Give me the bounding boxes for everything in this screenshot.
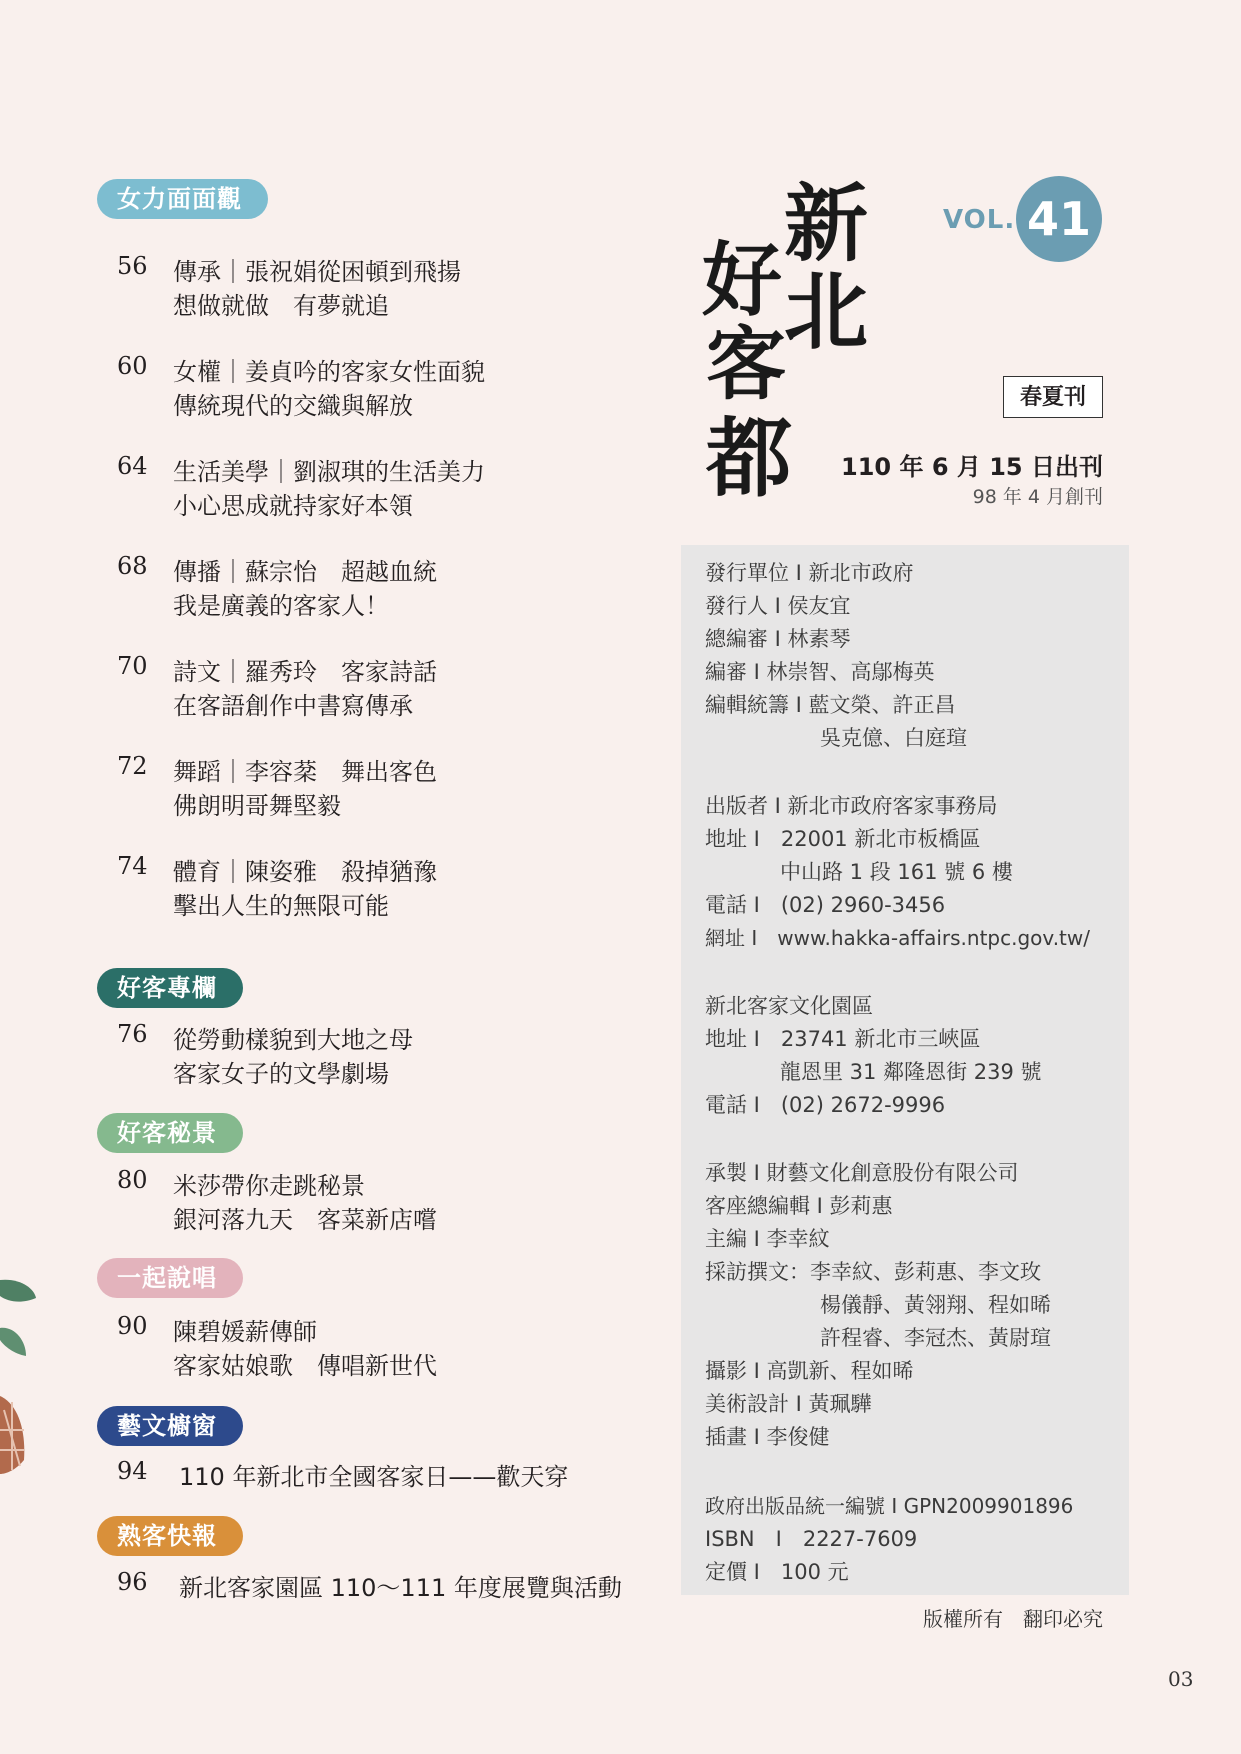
entry-subtitle: 客家女子的文學劇場: [173, 1060, 389, 1088]
entry-subtitle: 傳統現代的交織與解放: [173, 392, 413, 420]
section-pill-women: 女力面面觀: [97, 179, 268, 219]
entry-subtitle: 佛朗明哥舞堅毅: [173, 792, 341, 820]
colophon-line: 吳克億、白庭瑄: [820, 726, 967, 750]
colophon-line: 電話 I (02) 2672-9996: [705, 1093, 946, 1117]
colophon-line: 總編審 I 林素琴: [705, 627, 851, 651]
page-number: 60: [117, 352, 148, 380]
section-pill-scenery: 好客秘景: [97, 1113, 243, 1153]
colophon-line: 楊儀靜、黃翎翔、程如晞: [820, 1293, 1051, 1317]
page-number: 72: [117, 752, 148, 780]
colophon-line: 定價 I 100 元: [705, 1560, 849, 1584]
entry-title: 新北客家園區 110～111 年度展覽與活動: [179, 1574, 622, 1602]
colophon-line: 主編 I 李幸紋: [705, 1227, 830, 1251]
entry-subtitle: 銀河落九天 客菜新店嚐: [173, 1206, 437, 1234]
masthead-char: 客: [706, 317, 786, 411]
publication-date: 110 年 6 月 15 日出刊: [841, 453, 1103, 481]
colophon-line: 攝影 I 高凱新、程如晞: [705, 1359, 914, 1383]
vol-label: VOL.: [943, 205, 1016, 235]
colophon-line: 中山路 1 段 161 號 6 樓: [780, 860, 1013, 884]
section-pill-news: 熟客快報: [97, 1516, 243, 1556]
page-number-footer: 03: [1168, 1667, 1194, 1691]
masthead-char: 都: [706, 408, 792, 509]
section-pill-arts: 藝文櫥窗: [97, 1406, 243, 1446]
page-number: 74: [117, 852, 148, 880]
entry-subtitle: 在客語創作中書寫傳承: [173, 692, 413, 720]
page-number: 64: [117, 452, 148, 480]
page-number: 90: [117, 1312, 148, 1340]
entry-title: 110 年新北市全國客家日——歡天穿: [179, 1463, 569, 1491]
entry-subtitle: 客家姑娘歌 傳唱新世代: [173, 1352, 437, 1380]
page-number: 70: [117, 652, 148, 680]
page-number: 80: [117, 1166, 148, 1194]
entry-subtitle: 小心思成就持家好本領: [173, 492, 413, 520]
entry-title: 傳承｜張祝娟從困頓到飛揚: [173, 258, 461, 286]
masthead-char: 北: [784, 262, 869, 361]
entry-title: 舞蹈｜李容棻 舞出客色: [173, 758, 437, 786]
entry-title: 陳碧媛薪傳師: [173, 1318, 317, 1346]
page-number: 68: [117, 552, 148, 580]
colophon-line: 電話 I (02) 2960-3456: [705, 893, 946, 917]
vol-number-badge: 41: [1016, 176, 1102, 262]
colophon-line: 網址 I www.hakka-affairs.ntpc.gov.tw/: [705, 926, 1090, 950]
colophon-line: 發行單位 I 新北市政府: [705, 561, 914, 585]
colophon-line: 地址 I 22001 新北市板橋區: [705, 827, 981, 851]
colophon-line: 採訪撰文：李幸紋、彭莉惠、李文玫: [705, 1260, 1041, 1284]
leaf-decoration: [0, 1270, 40, 1490]
masthead-char: 好: [702, 233, 782, 327]
season-badge: 春夏刊: [1003, 376, 1103, 418]
colophon-line: 發行人 I 侯友宜: [705, 594, 851, 618]
entry-title: 女權｜姜貞吟的客家女性面貌: [173, 358, 485, 386]
entry-title: 從勞動樣貌到大地之母: [173, 1026, 413, 1054]
entry-title: 米莎帶你走跳秘景: [173, 1172, 365, 1200]
founding-date: 98 年 4 月創刊: [972, 486, 1103, 508]
colophon-line: 地址 I 23741 新北市三峽區: [705, 1027, 981, 1051]
colophon-line: 美術設計 I 黃珮驊: [705, 1392, 872, 1416]
colophon-line: 政府出版品統一編號 I GPN2009901896: [705, 1494, 1074, 1518]
colophon-line: 承製 I 財藝文化創意股份有限公司: [705, 1161, 1019, 1185]
entry-title: 生活美學｜劉淑琪的生活美力: [173, 458, 485, 486]
page-number: 94: [117, 1457, 148, 1485]
page-number: 56: [117, 252, 148, 280]
colophon-line: 插畫 I 李俊健: [705, 1425, 830, 1449]
colophon-line: 新北客家文化園區: [705, 994, 873, 1018]
colophon-line: ISBN I 2227-7609: [705, 1527, 918, 1551]
colophon-line: 編審 I 林崇智、高鄔梅英: [705, 660, 935, 684]
section-pill-singing: 一起說唱: [97, 1258, 243, 1298]
entry-title: 傳播｜蘇宗怡 超越血統: [173, 558, 437, 586]
entry-title: 體育｜陳姿雅 殺掉猶豫: [173, 858, 437, 886]
colophon-line: 出版者 I 新北市政府客家事務局: [705, 794, 998, 818]
section-pill-column: 好客專欄: [97, 968, 243, 1008]
colophon-line: 許程睿、李冠杰、黃尉瑄: [820, 1326, 1051, 1350]
entry-subtitle: 我是廣義的客家人！: [173, 592, 389, 620]
masthead-char: 新: [784, 174, 869, 273]
entry-title: 詩文｜羅秀玲 客家詩話: [173, 658, 437, 686]
entry-subtitle: 擊出人生的無限可能: [173, 892, 389, 920]
page-number: 76: [117, 1020, 148, 1048]
entry-subtitle: 想做就做 有夢就追: [173, 292, 389, 320]
copyright-notice: 版權所有 翻印必究: [923, 1607, 1103, 1631]
colophon-line: 客座總編輯 I 彭莉惠: [705, 1194, 893, 1218]
page-number: 96: [117, 1568, 148, 1596]
colophon-line: 龍恩里 31 鄰隆恩街 239 號: [780, 1060, 1042, 1084]
colophon-line: 編輯統籌 I 藍文榮、許正昌: [705, 693, 956, 717]
